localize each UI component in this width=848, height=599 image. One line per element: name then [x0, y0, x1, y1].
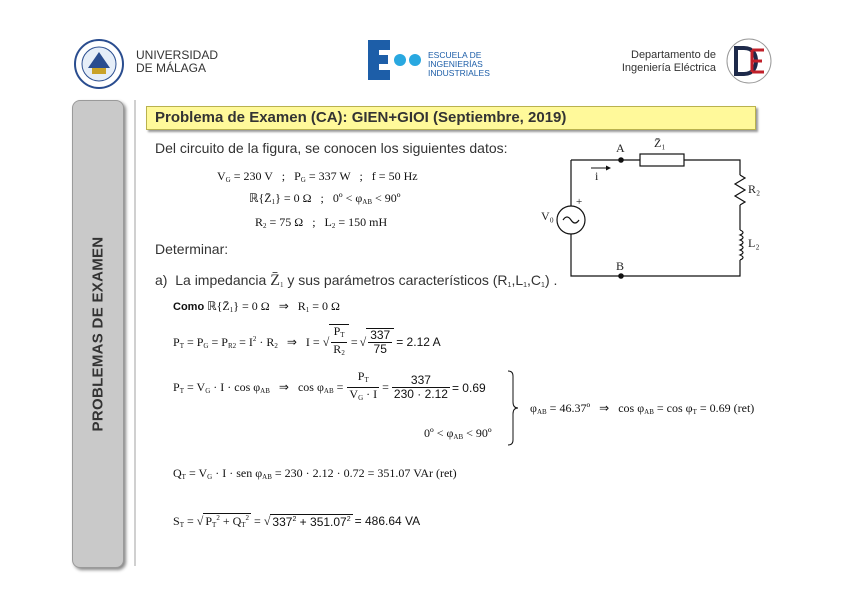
r2-label: R₂ [748, 182, 761, 196]
problem-title: Problema de Examen (CA): GIEN+GIOI (Septiembre, 2019) [155, 109, 567, 126]
equation-current: $P_T = P_G = P_{R2} = I^2 \cdot R_2$ ⇒ I = √ $\frac{P_T}{R_2}$ = √ $\frac{337}{75}$ = 2.12 A [173, 324, 441, 360]
university-line-1: UNIVERSIDAD [136, 48, 219, 62]
equation-apparent-power: $S_T$ = √ $P_T^2 + Q_T^2$ = √ $337^2 + 351.07^2$ = 486.64 VA [173, 513, 421, 529]
wire-bottom [571, 234, 740, 276]
data-line-1: $V_G = 230$ V ; $P_G = 337$ W ; f = 50 Hz [217, 169, 418, 184]
equation-reactive-power: $Q_T = V_G \cdot I$ · sen $\varphi_{AB} = 230 \cdot 2.12 \cdot 0.72 = 351.07$ VAr (ret) [173, 466, 457, 481]
department-line-2: Ingeniería Eléctrica [621, 62, 716, 74]
system-brace [506, 370, 520, 446]
equation-phi: $\varphi_{AB}$ = 46.37º ⇒ $\cos \varphi_{AB} = \cos \varphi_T = 0.69$ (ret) [530, 401, 755, 416]
z1-label: Z̄₁ [654, 136, 666, 150]
l2-label: L₂ [748, 236, 760, 250]
eq-s-lhs: $S_T$ = [173, 513, 194, 529]
frac-denominator-value: 75 [373, 342, 387, 356]
school-line-2: INGENIERÍAS [428, 59, 483, 69]
frac-numerator-value: 337 [370, 328, 391, 342]
resistor-r2 [735, 175, 745, 205]
university-line-2: DE MÁLAGA [136, 61, 207, 75]
circuit-diagram [535, 135, 775, 285]
equation-cos: $P_T = V_G \cdot I \cdot \cos \varphi_{AB}$ ⇒ $\cos \varphi_{AB}$ = $\frac{P_T}{V_G \cdot I}$ = $\frac{337}{230 \cdot 2.12}$ = 0.69 [173, 370, 486, 405]
item-a-text: a) La impedancia $Z̄_1$ y sus parámetros característicos $(R_1,L_1,C_1)$ . [155, 272, 558, 289]
equation-range: 0º < $\varphi_{AB}$ < 90º [424, 426, 492, 441]
sqrt-s-numeric: $337^2 + 351.07^2$ [272, 514, 351, 529]
wire-top-right [684, 160, 740, 175]
data-line-3: $R_2 = 75$ Ω ; $L_2 = 150$ mH [255, 215, 388, 230]
node-a-label: A [616, 141, 625, 155]
department-logo [722, 36, 776, 86]
current-arrow-head [606, 166, 611, 171]
data-line-2: $ℝ\{Z̄_1\} = 0$ Ω ; 0º < $\varphi_{AB}$ < 90º [249, 191, 401, 206]
current-label: i [595, 169, 599, 183]
department-name [600, 49, 716, 75]
source-label: V₀ [541, 209, 554, 223]
section-sidebar [72, 100, 124, 568]
eq-current-lhs: $P_T = P_G = P_{R2} = I^2 \cdot R_2$ ⇒ I = [173, 334, 320, 350]
eq-cos-result: = 0.69 [451, 380, 486, 395]
eq-current-result: = 2.12 A [396, 335, 441, 349]
frac-numerator: $P_T$ [331, 325, 347, 343]
eq-s-result: = 486.64 VA [354, 514, 421, 528]
sqrt-s-symbolic: $P_T^2 + Q_T^2$ [205, 514, 250, 529]
university-name [136, 49, 218, 75]
frac-denominator: $R_2$ [333, 342, 345, 357]
determine-heading: Determinar: [155, 241, 229, 257]
sqrt-ratio-2 [366, 328, 394, 356]
school-line-3: INDUSTRIALES [428, 68, 490, 78]
sidebar-label: PROBLEMAS DE EXAMEN [89, 236, 107, 432]
cos-frac-denominator-value: 230 · 2.12 [393, 387, 448, 401]
department-line-1: Departamento de [631, 49, 716, 61]
problem-title-box [146, 106, 756, 130]
node-a-dot [618, 157, 624, 163]
equation-r1: Como $ℝ\{Z̄_1\} = 0$ Ω ⇒ $R_1 = 0$ Ω [173, 299, 340, 314]
content-divider [134, 100, 136, 566]
eq-cos-lhs: $P_T = V_G \cdot I \cdot \cos \varphi_{AB}$ ⇒ $\cos \varphi_{AB}$ = [173, 380, 344, 395]
cos-frac-numerator: $P_T$ [347, 370, 379, 388]
school-line-1: ESCUELA DE [428, 50, 482, 60]
eii-logo [366, 38, 426, 82]
cos-frac-denominator: $V_G \cdot I$ [349, 387, 378, 402]
inductor-l2 [740, 230, 743, 260]
school-name [428, 51, 490, 78]
node-b-label: B [616, 259, 625, 273]
sqrt-ratio-1 [329, 324, 349, 360]
source-plus-label: + [576, 196, 583, 208]
uma-logo [70, 38, 128, 90]
node-b-dot [618, 273, 624, 279]
intro-text: Del circuito de la figura, se conocen los siguientes datos: [155, 140, 508, 156]
eq-s-equals: = [254, 513, 261, 528]
impedance-z1 [640, 154, 684, 166]
cos-frac-numerator-value: 337 [392, 374, 450, 388]
